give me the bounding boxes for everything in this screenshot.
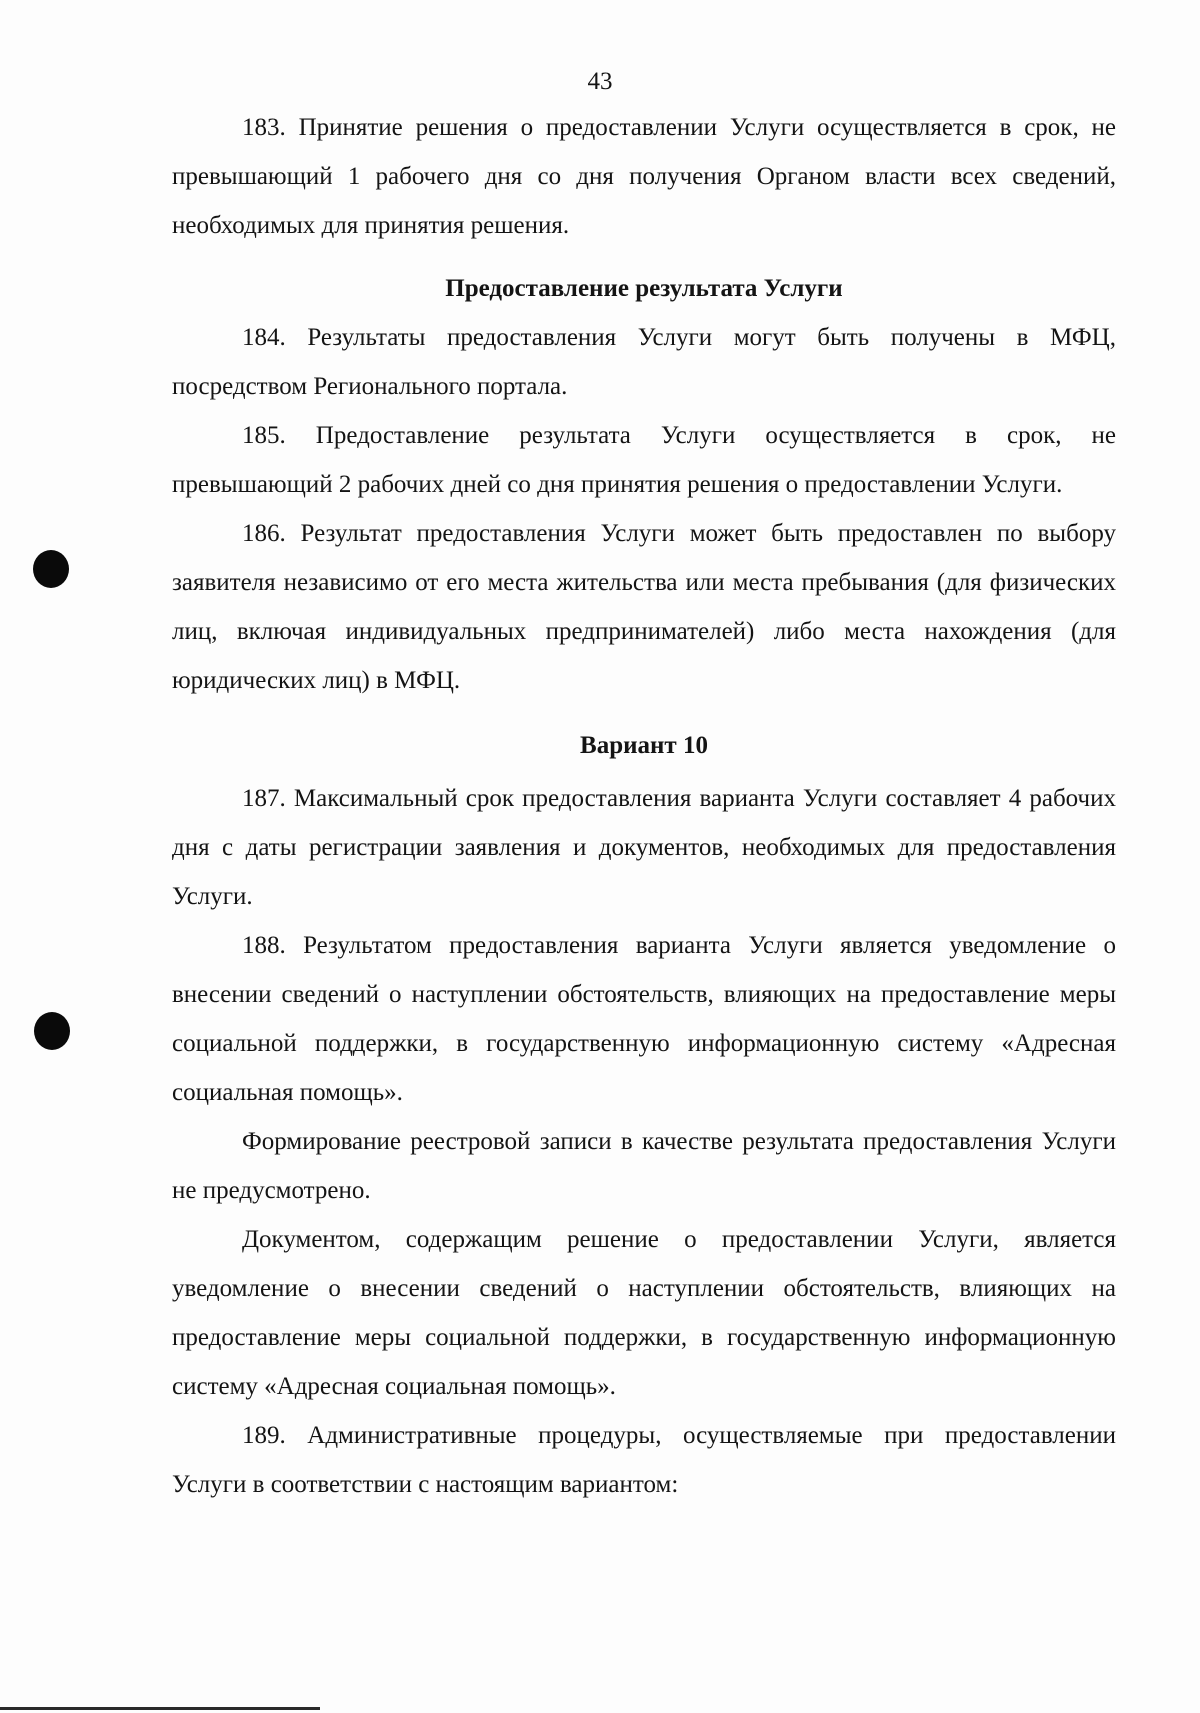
paragraph-registry-record: Формирование реестровой записи в качестве результата предоставления Услуги не предусмотрено.: [172, 1128, 1116, 1204]
paragraph-189: 189. Административные процедуры, осуществляемые при предоставлении Услуги в соответствии с настоящим вариантом:: [172, 1422, 1116, 1498]
punch-hole-mark: [34, 1012, 70, 1050]
punch-hole-mark: [33, 550, 69, 588]
page-number: 43: [587, 68, 613, 95]
document-body: [172, 103, 1116, 1509]
paragraph-184: 184. Результаты предоставления Услуги могут быть получены в МФЦ, посредством Регионального портала.: [172, 324, 1116, 400]
paragraph-decision-document: Документом, содержащим решение о предоставлении Услуги, является уведомление о внесении сведений о наступлении обстоятельств, влияющих на предоставление меры социальной поддержки, в государственную информационную систему «Адресная социальная помощь».: [172, 1226, 1116, 1400]
section-heading-variant-10: Вариант 10: [580, 732, 708, 759]
paragraph-183: 183. Принятие решения о предоставлении Услуги осуществляется в срок, не превышающий 1 рабочего дня со дня получения Органом власти всех сведений, необходимых для принятия решения.: [172, 114, 1116, 239]
paragraph-186: 186. Результат предоставления Услуги может быть предоставлен по выбору заявителя независимо от его места жительства или места пребывания (для физических лиц, включая индивидуальных предпринимателей) либо места нахождения (для юридических лиц) в МФЦ.: [172, 520, 1116, 694]
paragraph-187: 187. Максимальный срок предоставления варианта Услуги составляет 4 рабочих дня с даты регистрации заявления и документов, необходимых для предоставления Услуги.: [172, 785, 1116, 910]
section-heading-result: Предоставление результата Услуги: [445, 275, 843, 302]
paragraph-185: 185. Предоставление результата Услуги осуществляется в срок, не превышающий 2 рабочих дней со дня принятия решения о предоставлении Услуги.: [172, 422, 1116, 498]
paragraph-188: 188. Результатом предоставления варианта Услуги является уведомление о внесении сведений о наступлении обстоятельств, влияющих на предоставление меры социальной поддержки, в государственную информационную систему «Адресная социальная помощь».: [172, 932, 1116, 1106]
bottom-edge-rule: [0, 1707, 320, 1710]
